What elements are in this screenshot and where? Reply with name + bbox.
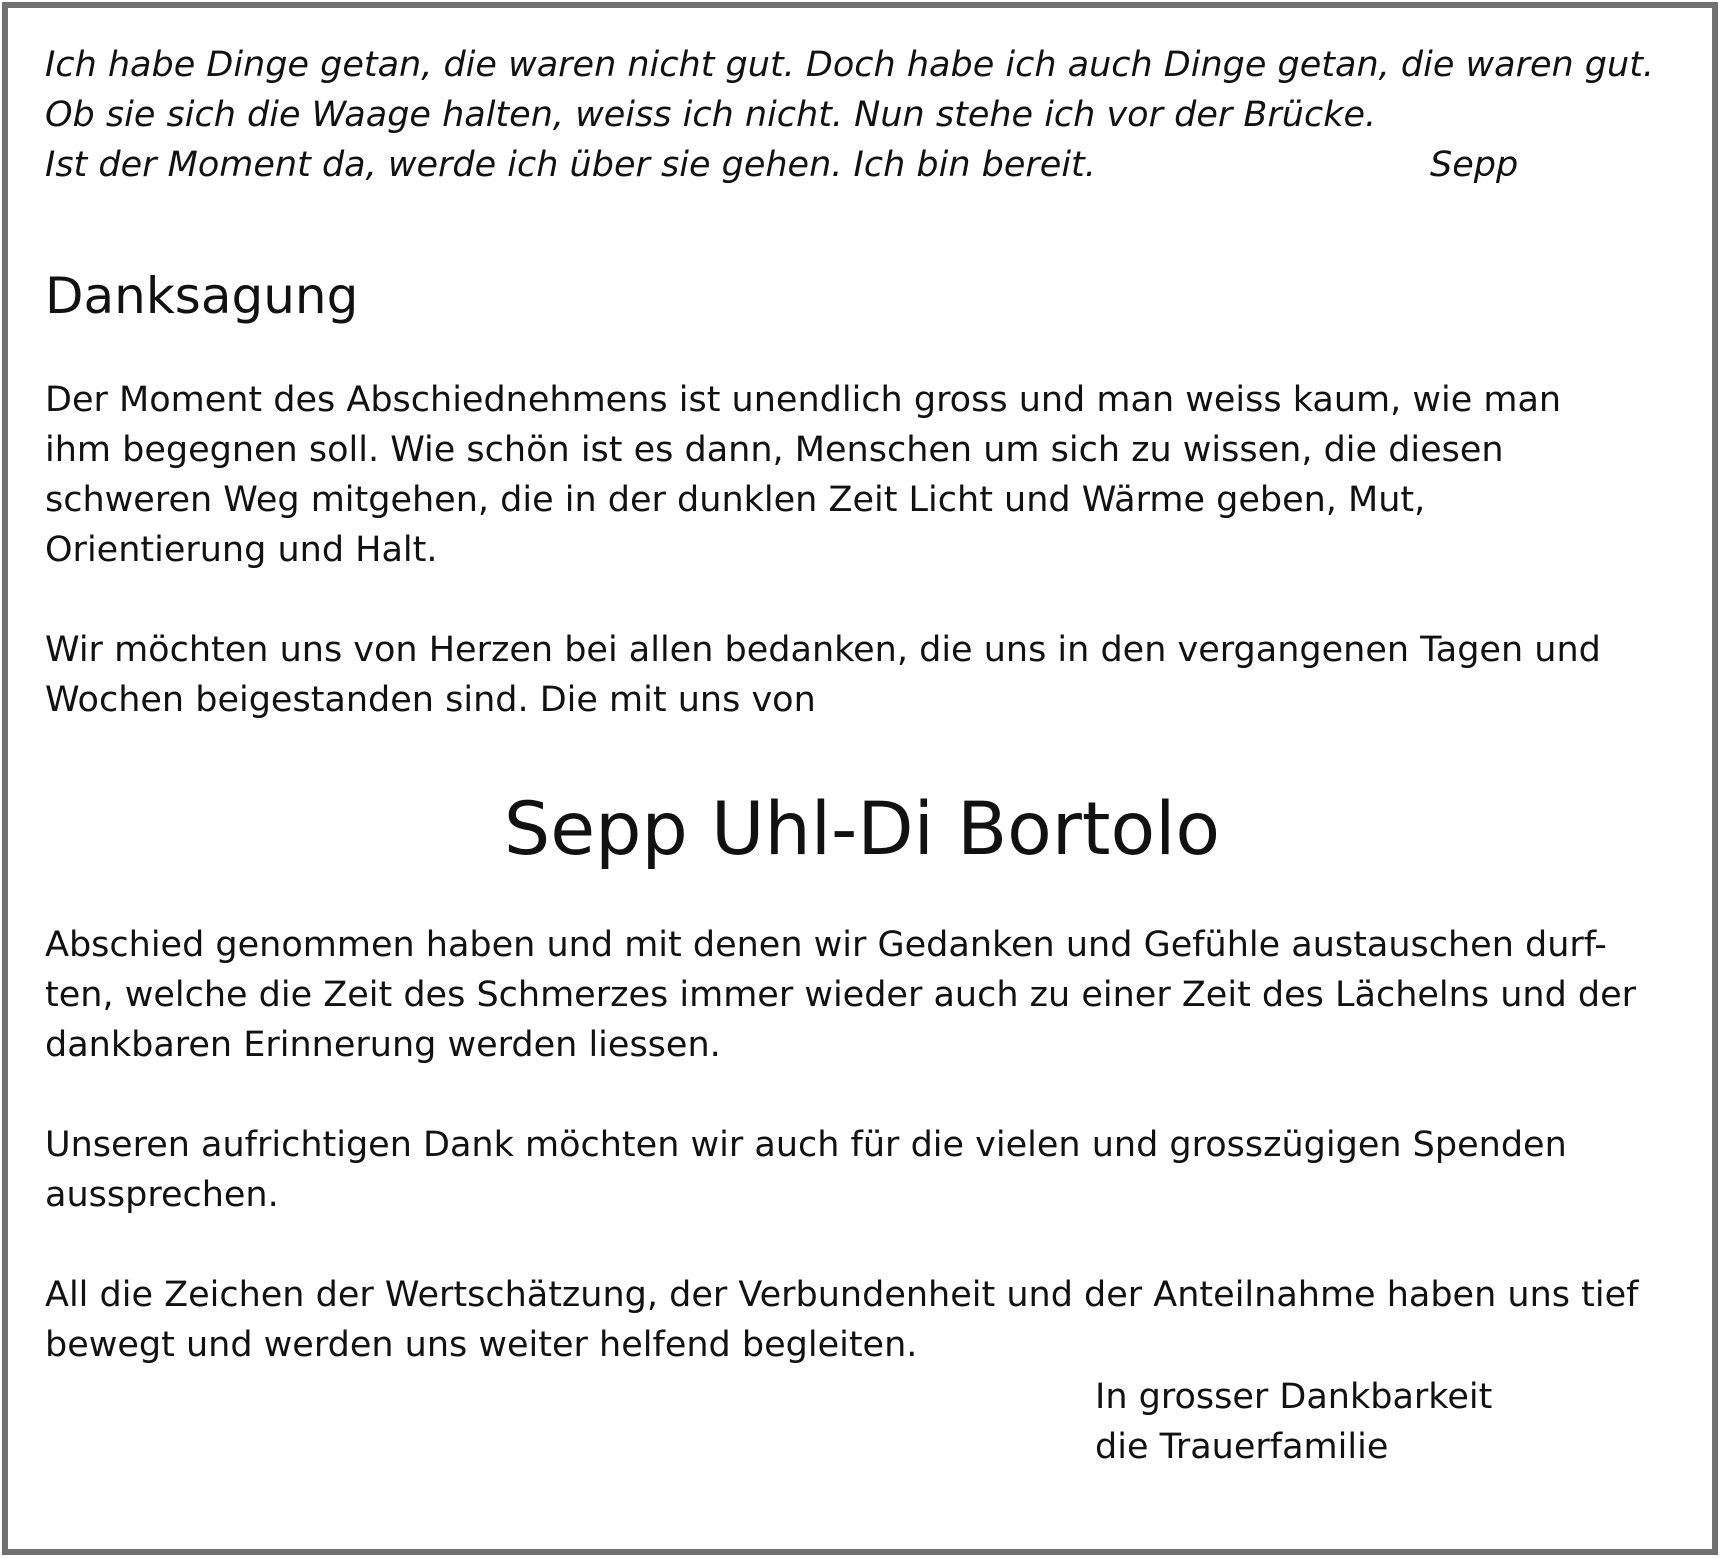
- poem-signature: Sepp: [1430, 145, 1519, 185]
- deceased-name: Sepp Uhl-Di Bortolo: [503, 787, 1221, 872]
- poem-line-1: Ich habe Dinge getan, die waren nicht gut. Doch habe ich auch Dinge getan, die waren gut.: [45, 45, 1655, 85]
- poem-line-2: Ob sie sich die Waage halten, weiss ich nicht. Nun stehe ich vor der Brücke.: [45, 95, 1377, 135]
- heading-danksagung: Danksagung: [45, 267, 359, 325]
- paragraph-3-line-1: Abschied genommen haben und mit denen wir Gedanken und Gefühle austauschen durf-: [45, 925, 1607, 965]
- paragraph-4-line-1: Unseren aufrichtigen Dank möchten wir auch für die vielen und grosszügigen Spenden: [45, 1125, 1567, 1165]
- paragraph-1-line-2: ihm begegnen soll. Wie schön ist es dann, Menschen um sich zu wissen, die diesen: [45, 430, 1504, 470]
- closing-line-2: die Trauerfamilie: [1095, 1427, 1389, 1467]
- paragraph-5-line-1: All die Zeichen der Wertschätzung, der Verbundenheit und der Anteilnahme haben uns tief: [45, 1275, 1639, 1315]
- paragraph-4-line-2: aussprechen.: [45, 1175, 279, 1215]
- paragraph-1-line-4: Orientierung und Halt.: [45, 530, 438, 570]
- poem-line-3: Ist der Moment da, werde ich über sie gehen. Ich bin bereit.: [45, 145, 1096, 185]
- paragraph-2-line-2: Wochen beigestanden sind. Die mit uns von: [45, 680, 816, 720]
- paragraph-3-line-2: ten, welche die Zeit des Schmerzes immer wieder auch zu einer Zeit des Lächelns und der: [45, 975, 1637, 1015]
- paragraph-1-line-3: schweren Weg mitgehen, die in der dunklen Zeit Licht und Wärme geben, Mut,: [45, 480, 1426, 520]
- paragraph-3-line-3: dankbaren Erinnerung werden liessen.: [45, 1025, 721, 1065]
- paragraph-2-line-1: Wir möchten uns von Herzen bei allen bedanken, die uns in den vergangenen Tagen und: [45, 630, 1601, 670]
- paragraph-5-line-2: bewegt und werden uns weiter helfend begleiten.: [45, 1325, 918, 1365]
- closing-line-1: In grosser Dankbarkeit: [1095, 1377, 1493, 1417]
- paragraph-1-line-1: Der Moment des Abschiednehmens ist unendlich gross und man weiss kaum, wie man: [45, 380, 1562, 420]
